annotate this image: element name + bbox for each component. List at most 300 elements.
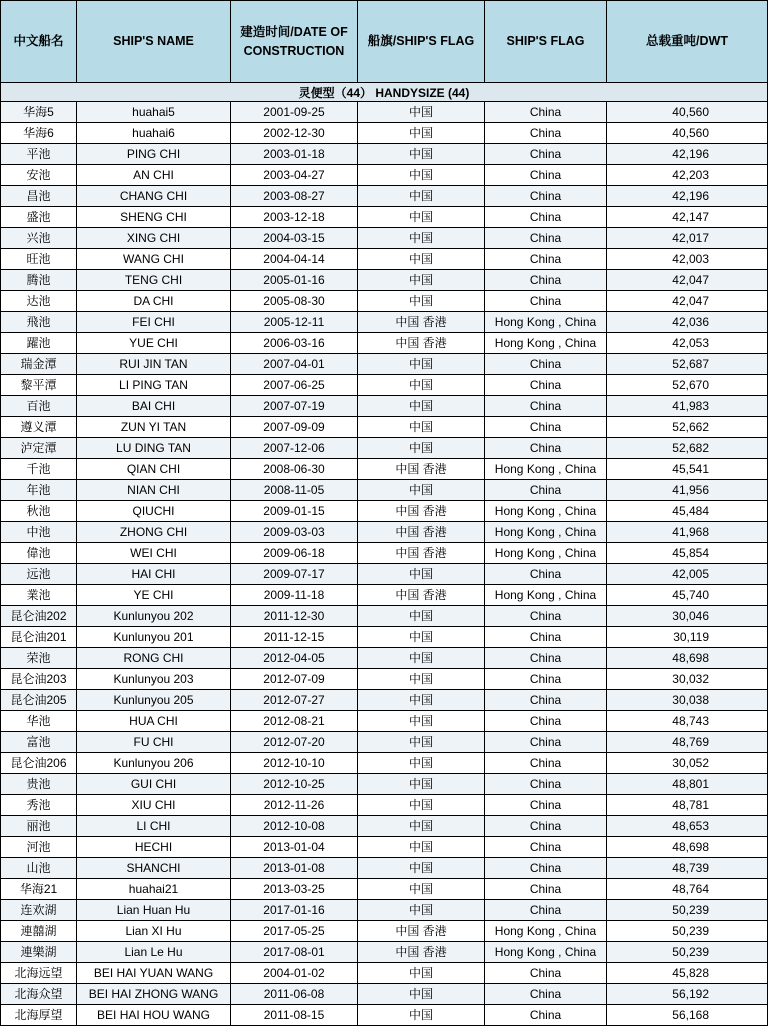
cell-flag-cn: 中国 — [358, 648, 485, 669]
cell-dwt: 42,203 — [607, 165, 768, 186]
cell-ship-name: PING CHI — [77, 144, 231, 165]
cell-construction-date: 2008-11-05 — [231, 480, 358, 501]
cell-dwt: 48,653 — [607, 816, 768, 837]
cell-flag-cn: 中国 — [358, 711, 485, 732]
cell-flag-cn: 中国 — [358, 417, 485, 438]
cell-dwt: 45,541 — [607, 459, 768, 480]
cell-cn-name: 偉池 — [1, 543, 77, 564]
cell-dwt: 42,147 — [607, 207, 768, 228]
cell-construction-date: 2007-12-06 — [231, 438, 358, 459]
cell-cn-name: 中池 — [1, 522, 77, 543]
cell-construction-date: 2007-04-01 — [231, 354, 358, 375]
cell-flag-cn: 中国 — [358, 879, 485, 900]
cell-flag-en: Hong Kong , China — [485, 459, 607, 480]
cell-flag-en: China — [485, 816, 607, 837]
cell-ship-name: BAI CHI — [77, 396, 231, 417]
cell-construction-date: 2012-07-20 — [231, 732, 358, 753]
cell-flag-en: Hong Kong , China — [485, 921, 607, 942]
cell-construction-date: 2003-12-18 — [231, 207, 358, 228]
cell-dwt: 48,743 — [607, 711, 768, 732]
cell-construction-date: 2011-06-08 — [231, 984, 358, 1005]
cell-flag-en: China — [485, 606, 607, 627]
cell-cn-name: 北海厚望 — [1, 1005, 77, 1026]
cell-flag-en: Hong Kong , China — [485, 522, 607, 543]
cell-flag-en: China — [485, 711, 607, 732]
cell-flag-cn: 中国 — [358, 669, 485, 690]
cell-construction-date: 2004-03-15 — [231, 228, 358, 249]
cell-construction-date: 2017-05-25 — [231, 921, 358, 942]
cell-dwt: 48,698 — [607, 648, 768, 669]
cell-ship-name: RONG CHI — [77, 648, 231, 669]
cell-dwt: 30,032 — [607, 669, 768, 690]
cell-flag-en: Hong Kong , China — [485, 942, 607, 963]
cell-flag-en: China — [485, 165, 607, 186]
cell-flag-cn: 中国 — [358, 1005, 485, 1026]
cell-flag-en: China — [485, 291, 607, 312]
cell-construction-date: 2013-01-04 — [231, 837, 358, 858]
table-row — [1, 354, 768, 375]
cell-cn-name: 年池 — [1, 480, 77, 501]
cell-flag-cn: 中国 — [358, 375, 485, 396]
table-row — [1, 711, 768, 732]
cell-construction-date: 2003-04-27 — [231, 165, 358, 186]
cell-construction-date: 2004-01-02 — [231, 963, 358, 984]
cell-ship-name: WANG CHI — [77, 249, 231, 270]
cell-cn-name: 黎平潭 — [1, 375, 77, 396]
cell-flag-cn: 中国 — [358, 165, 485, 186]
cell-construction-date: 2012-10-08 — [231, 816, 358, 837]
cell-cn-name: 盛池 — [1, 207, 77, 228]
cell-flag-cn: 中国 香港 — [358, 501, 485, 522]
cell-cn-name: 昆仑油203 — [1, 669, 77, 690]
table-row — [1, 501, 768, 522]
table-row — [1, 270, 768, 291]
cell-flag-cn: 中国 — [358, 690, 485, 711]
cell-ship-name: huahai6 — [77, 123, 231, 144]
cell-dwt: 41,956 — [607, 480, 768, 501]
cell-dwt: 48,764 — [607, 879, 768, 900]
cell-flag-cn: 中国 — [358, 753, 485, 774]
cell-cn-name: 業池 — [1, 585, 77, 606]
table-row — [1, 123, 768, 144]
cell-construction-date: 2009-11-18 — [231, 585, 358, 606]
cell-dwt: 42,005 — [607, 564, 768, 585]
cell-flag-en: China — [485, 480, 607, 501]
cell-flag-en: China — [485, 438, 607, 459]
cell-flag-en: China — [485, 564, 607, 585]
cell-dwt: 45,740 — [607, 585, 768, 606]
cell-flag-cn: 中国 香港 — [358, 522, 485, 543]
cell-flag-cn: 中国 — [358, 837, 485, 858]
col-header-flag-cn: 船旗/SHIP'S FLAG — [358, 1, 485, 83]
cell-dwt: 41,968 — [607, 522, 768, 543]
cell-flag-en: China — [485, 900, 607, 921]
cell-construction-date: 2017-01-16 — [231, 900, 358, 921]
cell-construction-date: 2005-01-16 — [231, 270, 358, 291]
cell-cn-name: 昆仑油205 — [1, 690, 77, 711]
table-row — [1, 879, 768, 900]
cell-cn-name: 山池 — [1, 858, 77, 879]
cell-cn-name: 远池 — [1, 564, 77, 585]
cell-cn-name: 躍池 — [1, 333, 77, 354]
cell-flag-en: China — [485, 690, 607, 711]
cell-flag-en: China — [485, 270, 607, 291]
cell-ship-name: Kunlunyou 205 — [77, 690, 231, 711]
cell-dwt: 45,854 — [607, 543, 768, 564]
cell-cn-name: 华池 — [1, 711, 77, 732]
cell-dwt: 40,560 — [607, 123, 768, 144]
cell-ship-name: YUE CHI — [77, 333, 231, 354]
table-row — [1, 963, 768, 984]
cell-construction-date: 2012-07-27 — [231, 690, 358, 711]
cell-flag-en: China — [485, 984, 607, 1005]
cell-dwt: 48,769 — [607, 732, 768, 753]
cell-ship-name: FEI CHI — [77, 312, 231, 333]
cell-dwt: 48,781 — [607, 795, 768, 816]
cell-cn-name: 飛池 — [1, 312, 77, 333]
table-row — [1, 984, 768, 1005]
cell-ship-name: Kunlunyou 203 — [77, 669, 231, 690]
cell-flag-en: China — [485, 102, 607, 123]
cell-construction-date: 2017-08-01 — [231, 942, 358, 963]
cell-flag-en: China — [485, 207, 607, 228]
cell-dwt: 30,046 — [607, 606, 768, 627]
cell-ship-name: YE CHI — [77, 585, 231, 606]
cell-dwt: 52,670 — [607, 375, 768, 396]
cell-construction-date: 2007-09-09 — [231, 417, 358, 438]
cell-dwt: 30,119 — [607, 627, 768, 648]
cell-flag-cn: 中国 — [358, 564, 485, 585]
cell-ship-name: HECHI — [77, 837, 231, 858]
cell-cn-name: 河池 — [1, 837, 77, 858]
cell-ship-name: Lian Huan Hu — [77, 900, 231, 921]
cell-flag-cn: 中国 — [358, 249, 485, 270]
cell-flag-cn: 中国 香港 — [358, 543, 485, 564]
cell-cn-name: 贵池 — [1, 774, 77, 795]
cell-construction-date: 2012-11-26 — [231, 795, 358, 816]
cell-flag-cn: 中国 香港 — [358, 585, 485, 606]
table-row — [1, 942, 768, 963]
table-row — [1, 564, 768, 585]
cell-cn-name: 昆仑油206 — [1, 753, 77, 774]
cell-construction-date: 2005-12-11 — [231, 312, 358, 333]
cell-construction-date: 2002-12-30 — [231, 123, 358, 144]
cell-ship-name: TENG CHI — [77, 270, 231, 291]
cell-cn-name: 丽池 — [1, 816, 77, 837]
cell-flag-cn: 中国 — [358, 774, 485, 795]
table-row — [1, 648, 768, 669]
cell-cn-name: 瑞金潭 — [1, 354, 77, 375]
cell-flag-cn: 中国 — [358, 816, 485, 837]
cell-construction-date: 2006-03-16 — [231, 333, 358, 354]
cell-flag-cn: 中国 香港 — [358, 921, 485, 942]
table-row — [1, 774, 768, 795]
table-row — [1, 396, 768, 417]
cell-construction-date: 2013-01-08 — [231, 858, 358, 879]
table-row — [1, 438, 768, 459]
cell-flag-cn: 中国 — [358, 207, 485, 228]
cell-cn-name: 达池 — [1, 291, 77, 312]
cell-ship-name: LU DING TAN — [77, 438, 231, 459]
table-row — [1, 669, 768, 690]
table-row — [1, 1005, 768, 1026]
section-title: 灵便型（44） HANDYSIZE (44) — [1, 83, 768, 102]
cell-dwt: 41,983 — [607, 396, 768, 417]
table-row — [1, 333, 768, 354]
cell-flag-cn: 中国 — [358, 627, 485, 648]
cell-flag-cn: 中国 — [358, 900, 485, 921]
cell-flag-en: China — [485, 354, 607, 375]
cell-cn-name: 北海众望 — [1, 984, 77, 1005]
cell-dwt: 40,560 — [607, 102, 768, 123]
cell-cn-name: 荣池 — [1, 648, 77, 669]
col-header-ship-name: SHIP'S NAME — [77, 1, 231, 83]
cell-cn-name: 北海远望 — [1, 963, 77, 984]
cell-ship-name: LI CHI — [77, 816, 231, 837]
cell-flag-en: China — [485, 963, 607, 984]
table-row — [1, 165, 768, 186]
cell-cn-name: 遵义潭 — [1, 417, 77, 438]
cell-flag-cn: 中国 — [358, 606, 485, 627]
cell-ship-name: Lian XI Hu — [77, 921, 231, 942]
cell-ship-name: BEI HAI YUAN WANG — [77, 963, 231, 984]
cell-flag-cn: 中国 — [358, 795, 485, 816]
cell-construction-date: 2009-06-18 — [231, 543, 358, 564]
table-row — [1, 543, 768, 564]
cell-ship-name: QIAN CHI — [77, 459, 231, 480]
table-row — [1, 690, 768, 711]
cell-ship-name: BEI HAI HOU WANG — [77, 1005, 231, 1026]
cell-flag-en: China — [485, 123, 607, 144]
table-row — [1, 858, 768, 879]
table-row — [1, 627, 768, 648]
cell-flag-en: China — [485, 858, 607, 879]
cell-construction-date: 2012-07-09 — [231, 669, 358, 690]
cell-ship-name: ZHONG CHI — [77, 522, 231, 543]
cell-ship-name: XIU CHI — [77, 795, 231, 816]
cell-flag-cn: 中国 — [358, 291, 485, 312]
cell-flag-en: China — [485, 795, 607, 816]
cell-dwt: 42,053 — [607, 333, 768, 354]
cell-flag-cn: 中国 香港 — [358, 333, 485, 354]
cell-construction-date: 2009-07-17 — [231, 564, 358, 585]
table-row — [1, 732, 768, 753]
cell-cn-name: 連樂湖 — [1, 942, 77, 963]
cell-ship-name: FU CHI — [77, 732, 231, 753]
table-row — [1, 459, 768, 480]
cell-flag-en: Hong Kong , China — [485, 501, 607, 522]
table-row — [1, 186, 768, 207]
cell-dwt: 50,239 — [607, 900, 768, 921]
cell-dwt: 42,036 — [607, 312, 768, 333]
cell-cn-name: 百池 — [1, 396, 77, 417]
cell-dwt: 30,038 — [607, 690, 768, 711]
cell-flag-en: China — [485, 228, 607, 249]
cell-ship-name: Lian Le Hu — [77, 942, 231, 963]
cell-dwt: 48,801 — [607, 774, 768, 795]
cell-flag-en: Hong Kong , China — [485, 333, 607, 354]
table-row — [1, 606, 768, 627]
cell-cn-name: 昆仑油202 — [1, 606, 77, 627]
cell-flag-en: China — [485, 753, 607, 774]
cell-flag-cn: 中国 — [358, 354, 485, 375]
table-row — [1, 816, 768, 837]
cell-dwt: 42,003 — [607, 249, 768, 270]
col-header-construction-date: 建造时间/DATE OF CONSTRUCTION — [231, 1, 358, 83]
cell-flag-cn: 中国 香港 — [358, 459, 485, 480]
cell-flag-cn: 中国 香港 — [358, 312, 485, 333]
cell-dwt: 50,239 — [607, 942, 768, 963]
cell-ship-name: GUI CHI — [77, 774, 231, 795]
header-row — [1, 1, 768, 83]
cell-dwt: 56,192 — [607, 984, 768, 1005]
cell-flag-en: China — [485, 375, 607, 396]
cell-construction-date: 2007-07-19 — [231, 396, 358, 417]
cell-ship-name: SHENG CHI — [77, 207, 231, 228]
cell-flag-cn: 中国 — [358, 858, 485, 879]
cell-flag-en: Hong Kong , China — [485, 543, 607, 564]
cell-flag-cn: 中国 — [358, 438, 485, 459]
cell-dwt: 52,682 — [607, 438, 768, 459]
cell-dwt: 42,017 — [607, 228, 768, 249]
cell-construction-date: 2011-08-15 — [231, 1005, 358, 1026]
cell-ship-name: SHANCHI — [77, 858, 231, 879]
cell-ship-name: BEI HAI ZHONG WANG — [77, 984, 231, 1005]
cell-cn-name: 平池 — [1, 144, 77, 165]
cell-construction-date: 2009-03-03 — [231, 522, 358, 543]
cell-construction-date: 2011-12-30 — [231, 606, 358, 627]
cell-cn-name: 秀池 — [1, 795, 77, 816]
cell-construction-date: 2003-01-18 — [231, 144, 358, 165]
col-header-flag-en: SHIP'S FLAG — [485, 1, 607, 83]
cell-cn-name: 連囍湖 — [1, 921, 77, 942]
cell-construction-date: 2009-01-15 — [231, 501, 358, 522]
cell-flag-cn: 中国 — [358, 186, 485, 207]
cell-cn-name: 兴池 — [1, 228, 77, 249]
table-row — [1, 228, 768, 249]
cell-flag-en: Hong Kong , China — [485, 585, 607, 606]
cell-dwt: 48,698 — [607, 837, 768, 858]
cell-cn-name: 富池 — [1, 732, 77, 753]
table-row — [1, 375, 768, 396]
cell-ship-name: ZUN YI TAN — [77, 417, 231, 438]
table-row — [1, 312, 768, 333]
cell-construction-date: 2001-09-25 — [231, 102, 358, 123]
cell-cn-name: 华海5 — [1, 102, 77, 123]
cell-ship-name: DA CHI — [77, 291, 231, 312]
cell-ship-name: AN CHI — [77, 165, 231, 186]
table-row — [1, 417, 768, 438]
cell-cn-name: 安池 — [1, 165, 77, 186]
cell-dwt: 50,239 — [607, 921, 768, 942]
table-row — [1, 480, 768, 501]
cell-cn-name: 昆仑油201 — [1, 627, 77, 648]
table-row — [1, 585, 768, 606]
cell-dwt: 52,662 — [607, 417, 768, 438]
cell-ship-name: huahai21 — [77, 879, 231, 900]
table-row — [1, 144, 768, 165]
table-row — [1, 795, 768, 816]
cell-construction-date: 2013-03-25 — [231, 879, 358, 900]
cell-ship-name: CHANG CHI — [77, 186, 231, 207]
cell-ship-name: Kunlunyou 206 — [77, 753, 231, 774]
cell-flag-cn: 中国 — [358, 270, 485, 291]
table-row — [1, 102, 768, 123]
cell-construction-date: 2011-12-15 — [231, 627, 358, 648]
cell-flag-en: China — [485, 417, 607, 438]
cell-flag-cn: 中国 — [358, 732, 485, 753]
cell-flag-cn: 中国 — [358, 123, 485, 144]
cell-flag-cn: 中国 香港 — [358, 942, 485, 963]
cell-ship-name: Kunlunyou 202 — [77, 606, 231, 627]
cell-cn-name: 昌池 — [1, 186, 77, 207]
cell-dwt: 48,739 — [607, 858, 768, 879]
cell-dwt: 42,047 — [607, 291, 768, 312]
cell-construction-date: 2005-08-30 — [231, 291, 358, 312]
cell-flag-cn: 中国 — [358, 963, 485, 984]
cell-dwt: 42,196 — [607, 186, 768, 207]
cell-ship-name: Kunlunyou 201 — [77, 627, 231, 648]
cell-flag-en: China — [485, 1005, 607, 1026]
cell-construction-date: 2012-08-21 — [231, 711, 358, 732]
cell-flag-cn: 中国 — [358, 228, 485, 249]
cell-cn-name: 泸定潭 — [1, 438, 77, 459]
cell-ship-name: huahai5 — [77, 102, 231, 123]
cell-cn-name: 华海21 — [1, 879, 77, 900]
cell-flag-cn: 中国 — [358, 144, 485, 165]
cell-cn-name: 连欢湖 — [1, 900, 77, 921]
cell-construction-date: 2004-04-14 — [231, 249, 358, 270]
cell-flag-cn: 中国 — [358, 984, 485, 1005]
cell-flag-en: China — [485, 627, 607, 648]
table-row — [1, 753, 768, 774]
cell-cn-name: 千池 — [1, 459, 77, 480]
section-row — [1, 83, 768, 102]
cell-cn-name: 华海6 — [1, 123, 77, 144]
cell-construction-date: 2008-06-30 — [231, 459, 358, 480]
cell-flag-en: China — [485, 879, 607, 900]
cell-dwt: 42,196 — [607, 144, 768, 165]
cell-dwt: 45,828 — [607, 963, 768, 984]
cell-construction-date: 2012-10-10 — [231, 753, 358, 774]
cell-flag-cn: 中国 — [358, 396, 485, 417]
table-row — [1, 249, 768, 270]
col-header-dwt: 总载重吨/DWT — [607, 1, 768, 83]
cell-ship-name: RUI JIN TAN — [77, 354, 231, 375]
cell-flag-en: China — [485, 669, 607, 690]
cell-dwt: 45,484 — [607, 501, 768, 522]
cell-dwt: 52,687 — [607, 354, 768, 375]
cell-cn-name: 秋池 — [1, 501, 77, 522]
cell-construction-date: 2003-08-27 — [231, 186, 358, 207]
cell-dwt: 42,047 — [607, 270, 768, 291]
table-row — [1, 291, 768, 312]
cell-flag-en: Hong Kong , China — [485, 312, 607, 333]
cell-cn-name: 腾池 — [1, 270, 77, 291]
cell-flag-en: China — [485, 774, 607, 795]
cell-dwt: 56,168 — [607, 1005, 768, 1026]
col-header-cn-name: 中文船名 — [1, 1, 77, 83]
cell-cn-name: 旺池 — [1, 249, 77, 270]
table-row — [1, 921, 768, 942]
cell-construction-date: 2012-04-05 — [231, 648, 358, 669]
cell-ship-name: QIUCHI — [77, 501, 231, 522]
cell-construction-date: 2007-06-25 — [231, 375, 358, 396]
cell-flag-en: China — [485, 732, 607, 753]
cell-dwt: 30,052 — [607, 753, 768, 774]
table-row — [1, 837, 768, 858]
cell-flag-en: China — [485, 396, 607, 417]
